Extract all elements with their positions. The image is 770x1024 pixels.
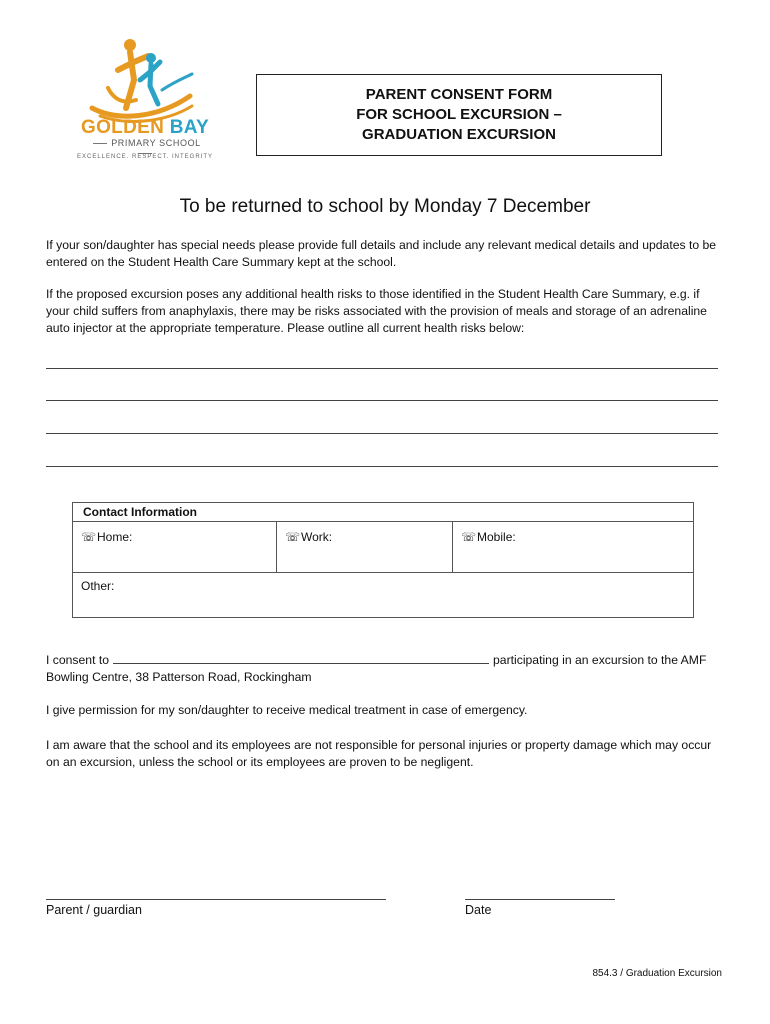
mobile-phone-field[interactable] bbox=[453, 522, 693, 572]
work-label: Work: bbox=[301, 530, 333, 544]
health-risk-line-1[interactable] bbox=[46, 368, 718, 369]
form-title-line2: FOR SCHOOL EXCURSION – bbox=[356, 106, 562, 123]
form-title-line1: PARENT CONSENT FORM bbox=[365, 86, 553, 103]
contact-info-title: Contact Information bbox=[83, 505, 197, 519]
mobile-label: Mobile: bbox=[477, 530, 516, 544]
home-label: Home: bbox=[97, 530, 133, 544]
phone-icon: ☏ bbox=[81, 530, 97, 544]
health-risk-line-2[interactable] bbox=[46, 400, 718, 401]
form-title-line3: GRADUATION EXCURSION bbox=[362, 126, 556, 143]
phone-icon: ☏ bbox=[461, 530, 477, 544]
home-phone-field[interactable] bbox=[73, 522, 277, 572]
other-label: Other: bbox=[81, 579, 115, 593]
liability-paragraph: I am aware that the school and its employees are not responsible for personal injuries or property damage which may occur on an excursion, unless the school or its employees are proven to be negligent. bbox=[46, 738, 712, 769]
other-contact-field[interactable] bbox=[81, 579, 114, 593]
health-risk-line-4[interactable] bbox=[46, 466, 718, 467]
health-risks-paragraph: If the proposed excursion poses any additional health risks to those identified in the Student Health Care Summary, e.g. if your child suffers from anaphylaxis, there may be risks associated with the provision of meals and storage of an adrenaline auto injector at the appropriate temperature. Please outline all current health risks below: bbox=[46, 287, 707, 335]
school-motto: EXCELLENCE. RESPECT. INTEGRITY bbox=[76, 154, 214, 160]
medical-permission-paragraph: I give permission for my son/daughter to receive medical treatment in case of emergency. bbox=[46, 703, 528, 717]
contact-phone-row bbox=[73, 521, 693, 573]
special-needs-paragraph: If your son/daughter has special needs please provide full details and include any relevant medical details and updates to be entered on the Student Health Care Summary kept at the school. bbox=[46, 238, 717, 269]
parent-signature-line[interactable] bbox=[46, 899, 386, 900]
parent-guardian-label: Parent / guardian bbox=[46, 903, 142, 917]
school-name: GOLDEN BAY bbox=[81, 117, 209, 138]
document-footer: 854.3 / Graduation Excursion bbox=[592, 968, 722, 979]
form-title-box bbox=[256, 74, 662, 156]
school-subtitle: PRIMARY SCHOOL bbox=[80, 138, 210, 158]
child-name-field[interactable] bbox=[113, 652, 489, 664]
return-notice: To be returned to school by Monday 7 December bbox=[179, 196, 591, 217]
date-line[interactable] bbox=[465, 899, 615, 900]
consent-statement bbox=[46, 652, 726, 686]
contact-info-table bbox=[72, 502, 694, 618]
phone-icon: ☏ bbox=[285, 530, 301, 544]
consent-prefix: I consent to bbox=[46, 653, 110, 667]
date-label: Date bbox=[465, 903, 492, 917]
consent-suffix: participating in an excursion to the AMF Bowling Centre, 38 Patterson Road, Rockingham bbox=[46, 653, 707, 684]
work-phone-field[interactable] bbox=[277, 522, 453, 572]
health-risk-line-3[interactable] bbox=[46, 433, 718, 434]
